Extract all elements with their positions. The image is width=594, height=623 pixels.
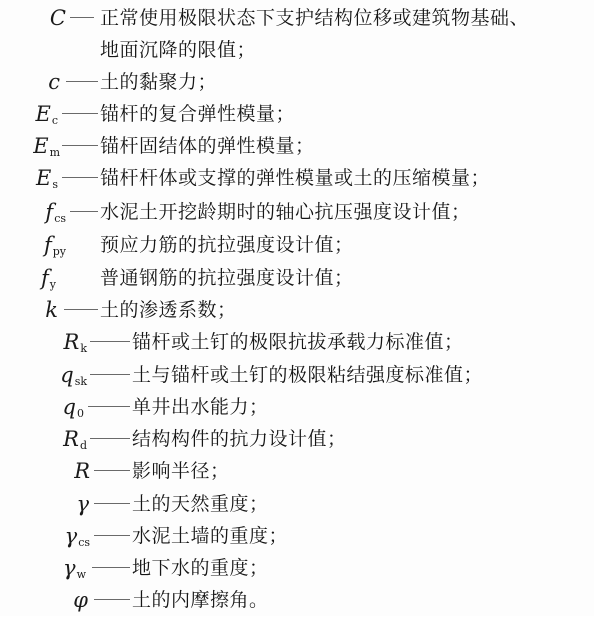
dash-rule <box>70 211 98 212</box>
description: 土的内摩擦角。 <box>132 589 269 611</box>
dash-rule <box>66 81 98 82</box>
description: 地下水的重度； <box>132 557 269 579</box>
description: 预应力筋的抗拉强度设计值； <box>100 234 354 256</box>
symbol: $f_{cs}$ <box>45 200 66 225</box>
symbol-entry <box>0 2 594 36</box>
symbol: c <box>48 70 60 94</box>
symbol-entry <box>0 326 594 360</box>
description: 土的天然重度； <box>132 493 269 515</box>
symbol: C <box>49 6 66 30</box>
symbol: γ <box>76 492 89 516</box>
symbol: $f_y$ <box>41 266 56 291</box>
symbol-entry <box>0 66 594 100</box>
dash-rule <box>90 438 130 439</box>
symbol: $E_c$ <box>35 102 58 127</box>
symbol-entry <box>0 552 594 586</box>
symbol: $E_s$ <box>36 166 58 191</box>
symbol-entry <box>0 98 594 132</box>
symbol: k <box>45 298 58 322</box>
description: 锚杆或土钉的极限抗拔承载力标准值； <box>132 331 464 353</box>
symbol: $R_k$ <box>63 330 87 355</box>
symbol: $E_m$ <box>33 134 60 159</box>
description: 锚杆杆体或支撑的弹性模量或土的压缩模量； <box>100 167 491 189</box>
dash-rule <box>90 341 130 342</box>
symbol: $\gamma_w$ <box>63 556 86 581</box>
dash-rule <box>94 470 130 471</box>
symbol-entry <box>0 391 594 425</box>
description: 正常使用极限状态下支护结构位移或建筑物基础、 <box>100 7 530 29</box>
description: 普通钢筋的抗拉强度设计值； <box>100 267 354 289</box>
description: 水泥土墙的重度； <box>132 525 289 547</box>
description: 锚杆的复合弹性模量； <box>100 103 296 125</box>
dash-rule <box>94 535 130 536</box>
description: 土的渗透系数； <box>100 299 237 321</box>
symbol-entry <box>0 229 594 263</box>
symbol-entry <box>0 488 594 522</box>
description: 地面沉降的限值； <box>100 39 257 61</box>
dash-rule <box>94 599 130 600</box>
description: 结构构件的抗力设计值； <box>132 428 347 450</box>
symbol: $\gamma_{cs}$ <box>64 524 90 549</box>
dash-rule <box>62 177 98 178</box>
dash-rule <box>62 145 98 146</box>
symbol: $q_0$ <box>62 395 84 420</box>
dash-rule <box>90 374 130 375</box>
dash-rule <box>92 567 130 568</box>
symbol-entry <box>0 455 594 489</box>
symbol-entry <box>0 262 594 296</box>
symbol: $R_d$ <box>63 427 87 452</box>
description: 水泥土开挖龄期时的轴心抗压强度设计值； <box>100 201 471 223</box>
description: 锚杆固结体的弹性模量； <box>100 135 315 157</box>
dash-rule <box>94 503 130 504</box>
symbol: φ <box>73 588 88 612</box>
symbol-entry <box>0 423 594 457</box>
dash-rule <box>88 406 130 407</box>
description: 单井出水能力； <box>132 396 269 418</box>
dash-rule <box>64 309 98 310</box>
symbol: $q_{sk}$ <box>60 363 87 388</box>
description: 土的黏聚力； <box>100 71 218 93</box>
symbol-entry <box>0 359 594 393</box>
dash-rule <box>70 17 94 18</box>
symbol-entry <box>0 196 594 230</box>
symbol: R <box>74 459 90 483</box>
symbol-entry <box>0 162 594 196</box>
symbol-entry <box>0 584 594 618</box>
symbol-entry <box>0 130 594 164</box>
description: 影响半径； <box>132 460 230 482</box>
symbol: $f_{py}$ <box>43 233 66 258</box>
symbol-entry <box>0 520 594 554</box>
dash-rule <box>62 113 98 114</box>
symbol-entry <box>0 294 594 328</box>
description: 土与锚杆或土钉的极限粘结强度标准值； <box>132 364 484 386</box>
symbol-entry-continuation <box>0 34 594 68</box>
